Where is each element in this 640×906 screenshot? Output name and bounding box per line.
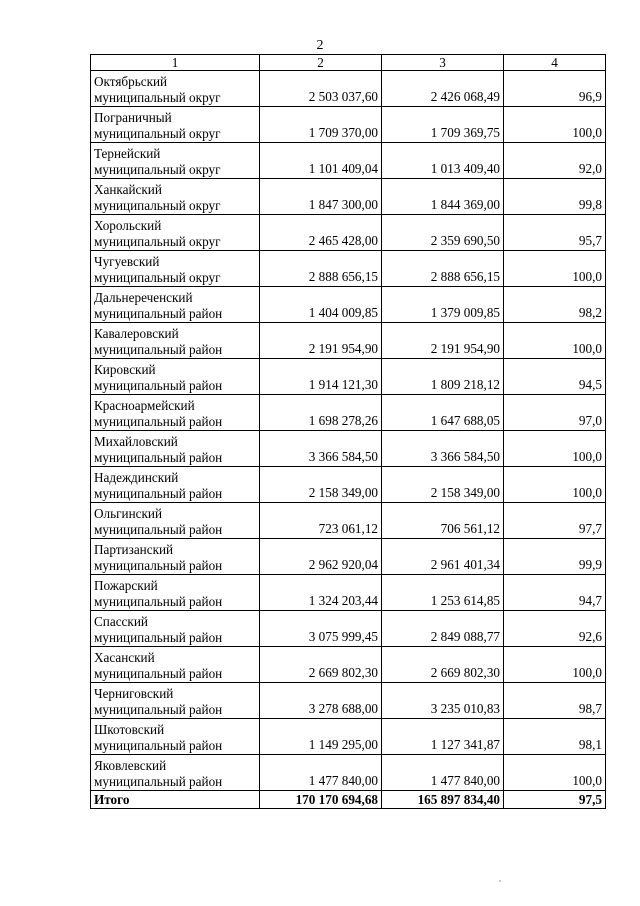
value-cell-col2: 1 914 121,30 xyxy=(260,359,382,395)
municipality-name-cell xyxy=(91,395,260,431)
value-cell-col3: 1 809 218,12 xyxy=(382,359,504,395)
value-cell-col3: 3 235 010,83 xyxy=(382,683,504,719)
municipality-name-cell xyxy=(91,683,260,719)
table-row xyxy=(91,359,606,395)
table-row xyxy=(91,71,606,107)
municipality-name: Пожарский xyxy=(94,578,158,593)
value-cell-col3: 1 647 688,05 xyxy=(382,395,504,431)
value-cell-col3: 1 127 341,87 xyxy=(382,719,504,755)
municipality-type: муниципальный район xyxy=(94,342,223,357)
value-cell-col4: 100,0 xyxy=(504,467,606,503)
header-cell-2: 2 xyxy=(260,55,382,71)
total-col4: 97,5 xyxy=(504,791,606,809)
value-cell-col3: 3 366 584,50 xyxy=(382,431,504,467)
table-row xyxy=(91,431,606,467)
table-body xyxy=(91,71,606,791)
value-cell-col3: 2 359 690,50 xyxy=(382,215,504,251)
value-cell-col2: 2 669 802,30 xyxy=(260,647,382,683)
value-cell-col4: 97,0 xyxy=(504,395,606,431)
value-cell-col4: 97,7 xyxy=(504,503,606,539)
municipality-type: муниципальный район xyxy=(94,666,223,681)
value-cell-col4: 92,0 xyxy=(504,143,606,179)
municipality-name: Дальнереченский xyxy=(94,290,193,305)
municipality-name-cell xyxy=(91,179,260,215)
table-row xyxy=(91,323,606,359)
value-cell-col3: 2 669 802,30 xyxy=(382,647,504,683)
value-cell-col2: 1 477 840,00 xyxy=(260,755,382,791)
header-row xyxy=(91,55,606,71)
municipality-name: Шкотовский xyxy=(94,722,165,737)
value-cell-col3: 2 888 656,15 xyxy=(382,251,504,287)
table-row xyxy=(91,251,606,287)
table-row xyxy=(91,683,606,719)
municipality-type: муниципальный округ xyxy=(94,90,221,105)
table-row xyxy=(91,287,606,323)
value-cell-col4: 100,0 xyxy=(504,323,606,359)
municipality-name: Черниговский xyxy=(94,686,174,701)
municipality-name: Партизанский xyxy=(94,542,174,557)
municipality-name: Ханкайский xyxy=(94,182,162,197)
value-cell-col4: 99,9 xyxy=(504,539,606,575)
value-cell-col2: 2 158 349,00 xyxy=(260,467,382,503)
municipality-name: Надеждинский xyxy=(94,470,179,485)
value-cell-col2: 1 709 370,00 xyxy=(260,107,382,143)
table-row xyxy=(91,215,606,251)
value-cell-col3: 2 849 088,77 xyxy=(382,611,504,647)
scan-speck xyxy=(499,880,501,882)
table-row xyxy=(91,107,606,143)
value-cell-col4: 94,5 xyxy=(504,359,606,395)
total-label: Итого xyxy=(91,791,260,809)
value-cell-col2: 1 101 409,04 xyxy=(260,143,382,179)
table-row xyxy=(91,611,606,647)
value-cell-col4: 100,0 xyxy=(504,755,606,791)
page-number: 2 xyxy=(316,38,324,53)
value-cell-col3: 1 013 409,40 xyxy=(382,143,504,179)
municipality-type: муниципальный округ xyxy=(94,198,221,213)
table-row xyxy=(91,467,606,503)
municipality-type: муниципальный район xyxy=(94,522,223,537)
value-cell-col3: 1 379 009,85 xyxy=(382,287,504,323)
municipality-type: муниципальный округ xyxy=(94,234,221,249)
table-row xyxy=(91,755,606,791)
municipality-type: муниципальный район xyxy=(94,630,223,645)
value-cell-col4: 100,0 xyxy=(504,251,606,287)
table-row xyxy=(91,575,606,611)
value-cell-col2: 2 191 954,90 xyxy=(260,323,382,359)
municipality-type: муниципальный район xyxy=(94,738,223,753)
table-row xyxy=(91,719,606,755)
municipality-name: Хорольский xyxy=(94,218,162,233)
municipality-name: Красноармейский xyxy=(94,398,195,413)
municipality-name: Михайловский xyxy=(94,434,178,449)
value-cell-col4: 100,0 xyxy=(504,647,606,683)
value-cell-col2: 2 962 920,04 xyxy=(260,539,382,575)
municipality-type: муниципальный район xyxy=(94,702,223,717)
value-cell-col3: 2 191 954,90 xyxy=(382,323,504,359)
value-cell-col4: 98,7 xyxy=(504,683,606,719)
municipality-type: муниципальный район xyxy=(94,378,223,393)
value-cell-col2: 1 698 278,26 xyxy=(260,395,382,431)
value-cell-col2: 2 888 656,15 xyxy=(260,251,382,287)
value-cell-col2: 2 503 037,60 xyxy=(260,71,382,107)
municipality-name: Ольгинский xyxy=(94,506,163,521)
municipality-type: муниципальный округ xyxy=(94,270,221,285)
value-cell-col2: 1 404 009,85 xyxy=(260,287,382,323)
municipality-name: Яковлевский xyxy=(94,758,167,773)
municipality-name-cell xyxy=(91,107,260,143)
header-cell-3: 3 xyxy=(382,55,504,71)
municipality-name-cell xyxy=(91,611,260,647)
table-row xyxy=(91,539,606,575)
value-cell-col3: 1 709 369,75 xyxy=(382,107,504,143)
value-cell-col4: 98,2 xyxy=(504,287,606,323)
municipality-name-cell xyxy=(91,539,260,575)
budget-table xyxy=(90,54,606,809)
municipality-name-cell xyxy=(91,251,260,287)
value-cell-col3: 706 561,12 xyxy=(382,503,504,539)
municipality-name: Октябрьский xyxy=(94,74,168,89)
value-cell-col3: 2 426 068,49 xyxy=(382,71,504,107)
value-cell-col4: 95,7 xyxy=(504,215,606,251)
table-row xyxy=(91,395,606,431)
table-row xyxy=(91,647,606,683)
total-row xyxy=(91,791,606,809)
value-cell-col4: 100,0 xyxy=(504,107,606,143)
municipality-name-cell xyxy=(91,647,260,683)
municipality-type: муниципальный район xyxy=(94,558,223,573)
municipality-name-cell xyxy=(91,503,260,539)
municipality-name: Пограничный xyxy=(94,110,172,125)
municipality-type: муниципальный округ xyxy=(94,162,221,177)
value-cell-col4: 99,8 xyxy=(504,179,606,215)
header-cell-1: 1 xyxy=(91,55,260,71)
header-cell-4: 4 xyxy=(504,55,606,71)
municipality-name: Спасский xyxy=(94,614,148,629)
total-col3: 165 897 834,40 xyxy=(382,791,504,809)
value-cell-col4: 92,6 xyxy=(504,611,606,647)
value-cell-col3: 1 844 369,00 xyxy=(382,179,504,215)
table-row xyxy=(91,143,606,179)
value-cell-col2: 1 149 295,00 xyxy=(260,719,382,755)
municipality-name-cell xyxy=(91,71,260,107)
municipality-name-cell xyxy=(91,755,260,791)
municipality-type: муниципальный район xyxy=(94,414,223,429)
municipality-name: Хасанский xyxy=(94,650,155,665)
municipality-name-cell xyxy=(91,143,260,179)
value-cell-col2: 1 847 300,00 xyxy=(260,179,382,215)
municipality-name-cell xyxy=(91,575,260,611)
value-cell-col3: 1 477 840,00 xyxy=(382,755,504,791)
municipality-name-cell xyxy=(91,323,260,359)
value-cell-col4: 94,7 xyxy=(504,575,606,611)
value-cell-col2: 3 278 688,00 xyxy=(260,683,382,719)
municipality-name: Чугуевский xyxy=(94,254,160,269)
value-cell-col2: 3 075 999,45 xyxy=(260,611,382,647)
total-col2: 170 170 694,68 xyxy=(260,791,382,809)
municipality-type: муниципальный район xyxy=(94,306,223,321)
table-footer xyxy=(91,791,606,809)
municipality-type: муниципальный район xyxy=(94,594,223,609)
municipality-type: муниципальный район xyxy=(94,450,223,465)
value-cell-col3: 2 158 349,00 xyxy=(382,467,504,503)
municipality-name-cell xyxy=(91,431,260,467)
table-row xyxy=(91,179,606,215)
value-cell-col2: 2 465 428,00 xyxy=(260,215,382,251)
value-cell-col4: 98,1 xyxy=(504,719,606,755)
value-cell-col2: 723 061,12 xyxy=(260,503,382,539)
municipality-name-cell xyxy=(91,719,260,755)
value-cell-col4: 100,0 xyxy=(504,431,606,467)
value-cell-col3: 1 253 614,85 xyxy=(382,575,504,611)
municipality-name-cell xyxy=(91,359,260,395)
value-cell-col2: 1 324 203,44 xyxy=(260,575,382,611)
municipality-type: муниципальный район xyxy=(94,774,223,789)
municipality-type: муниципальный округ xyxy=(94,126,221,141)
municipality-name: Тернейский xyxy=(94,146,161,161)
value-cell-col2: 3 366 584,50 xyxy=(260,431,382,467)
municipality-name: Кавалеровский xyxy=(94,326,179,341)
table-header xyxy=(91,55,606,71)
municipality-name-cell xyxy=(91,215,260,251)
municipality-name-cell xyxy=(91,287,260,323)
municipality-type: муниципальный район xyxy=(94,486,223,501)
value-cell-col4: 96,9 xyxy=(504,71,606,107)
value-cell-col3: 2 961 401,34 xyxy=(382,539,504,575)
municipality-name: Кировский xyxy=(94,362,156,377)
table-row xyxy=(91,503,606,539)
municipality-name-cell xyxy=(91,467,260,503)
